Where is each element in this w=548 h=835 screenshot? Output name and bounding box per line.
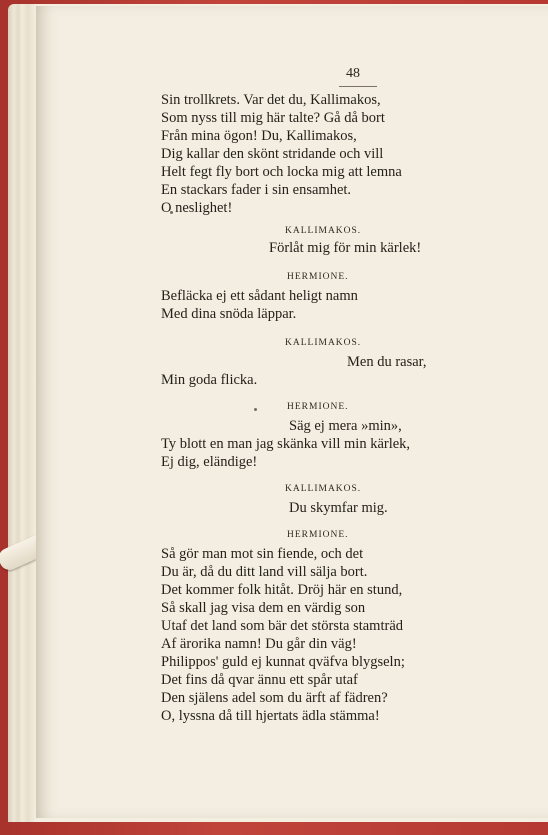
verse-line: Ty blott en man jag skänka vill min kärlek, bbox=[161, 436, 411, 452]
speaker-name: HERMIONE. bbox=[287, 402, 349, 412]
verse-line: O neslighet! bbox=[161, 200, 233, 216]
verse-line: Du är, då du ditt land vill sälja bort. bbox=[161, 564, 368, 580]
verse-line: Den själens adel som du ärft af fädren? bbox=[161, 690, 388, 706]
verse-line: Utaf det land som bär det största stamträd bbox=[161, 618, 404, 634]
verse-line: Det fins då qvar ännu ett spår utaf bbox=[161, 672, 358, 688]
verse-line: Så skall jag visa dem en värdig son bbox=[161, 600, 366, 616]
verse-line: Som nyss till mig här talte? Gå då bort bbox=[161, 110, 385, 126]
verse-line: Säg ej mera »min», bbox=[289, 418, 402, 434]
speaker-name: KALLIMAKOS. bbox=[285, 338, 362, 348]
speaker-name: HERMIONE. bbox=[287, 272, 349, 282]
verse-line: Af ärorika namn! Du går din väg! bbox=[161, 636, 357, 652]
verse-line: Philippos' guld ej kunnat qväfva blygseln; bbox=[161, 654, 405, 670]
speck-mark bbox=[254, 408, 257, 411]
verse-line: Dig kallar den skönt stridande och vill bbox=[161, 146, 384, 162]
verse-line: Med dina snöda läppar. bbox=[161, 306, 297, 322]
verse-line: Från mina ögon! Du, Kallimakos, bbox=[161, 128, 357, 144]
page-number: 48 bbox=[346, 66, 360, 81]
speaker-name: KALLIMAKOS. bbox=[285, 226, 362, 236]
verse-line: Du skymfar mig. bbox=[289, 500, 388, 516]
verse-line: Befläcka ej ett sådant heligt namn bbox=[161, 288, 358, 304]
verse-line: O, lyssna då till hjertats ädla stämma! bbox=[161, 708, 380, 724]
verse-line: En stackars fader i sin ensamhet. bbox=[161, 182, 352, 198]
verse-line: Så gör man mot sin fiende, och det bbox=[161, 546, 364, 562]
verse-line: Ej dig, eländige! bbox=[161, 454, 258, 470]
verse-line: Det kommer folk hitåt. Dröj här en stund, bbox=[161, 582, 403, 598]
speaker-name: KALLIMAKOS. bbox=[285, 484, 362, 494]
header-rule bbox=[339, 86, 377, 87]
verse-line: Helt fegt fly bort och locka mig att lemna bbox=[161, 164, 402, 180]
verse-line: Men du rasar, bbox=[347, 354, 427, 370]
verse-line: Min goda flicka. bbox=[161, 372, 258, 388]
verse-line: Sin trollkrets. Var det du, Kallimakos, bbox=[161, 92, 381, 108]
speaker-name: HERMIONE. bbox=[287, 530, 349, 540]
verse-line: Förlåt mig för min kärlek! bbox=[269, 240, 422, 256]
